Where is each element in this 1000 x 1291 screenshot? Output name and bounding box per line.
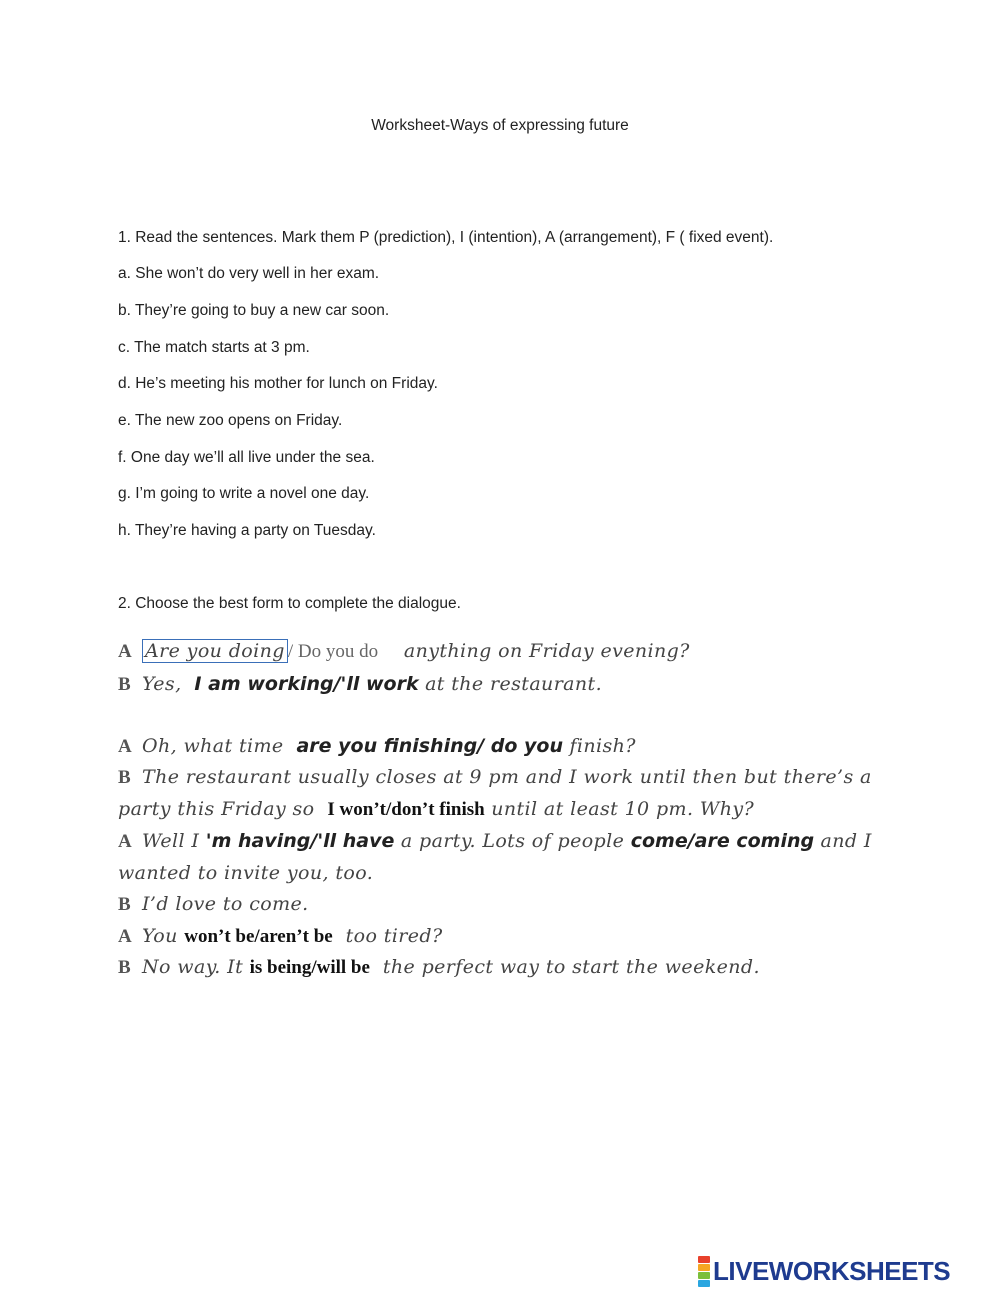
- answer-option[interactable]: are you finishing/ do you: [296, 735, 563, 757]
- speaker-label: B: [118, 957, 132, 978]
- sentence-c: c. The match starts at 3 pm.: [118, 339, 310, 356]
- exercise-2-heading: 2. Choose the best form to complete the dialogue.: [118, 595, 461, 612]
- sentence-h: h. They’re having a party on Tuesday.: [118, 522, 376, 539]
- line-text: I’d love to come.: [142, 893, 309, 915]
- answer-box-1[interactable]: Are you doing: [142, 639, 288, 663]
- line-text: a party. Lots of people: [400, 830, 625, 852]
- dialogue-line-1: [118, 639, 690, 663]
- sentence-a: a. She won’t do very well in her exam.: [118, 265, 380, 282]
- answer-option[interactable]: is being/will be: [249, 957, 370, 978]
- line-text: You: [142, 925, 178, 947]
- sentence-e: e. The new zoo opens on Friday.: [118, 412, 343, 429]
- line-text: finish?: [569, 735, 636, 757]
- dialogue-line-10: [118, 956, 760, 979]
- line-text: too tired?: [345, 925, 443, 947]
- page-title: Worksheet-Ways of expressing future: [371, 117, 629, 134]
- dialogue-line-6: [118, 830, 872, 853]
- exercise-1-heading: 1. Read the sentences. Mark them P (prediction), I (intention), A (arrangement), F ( fixed event).: [118, 229, 774, 246]
- dialogue-line-4: [118, 766, 872, 789]
- line-text: anything on Friday evening?: [403, 640, 690, 662]
- line-text: the perfect way to start the weekend.: [382, 956, 760, 978]
- speaker-label: B: [118, 767, 132, 788]
- logo-block: [698, 1264, 710, 1271]
- dialogue-line-5: [118, 798, 754, 821]
- line-text: and I: [820, 830, 872, 852]
- answer-option[interactable]: I am working/'ll work: [194, 673, 419, 695]
- sentence-f: f. One day we’ll all live under the sea.: [118, 449, 375, 466]
- speaker-label: B: [118, 674, 132, 695]
- line-text: Well I: [142, 830, 200, 852]
- answer-option[interactable]: won’t be/aren’t be: [184, 926, 333, 947]
- alternative-option: / Do you do: [287, 641, 379, 662]
- speaker-label: B: [118, 894, 132, 915]
- speaker-label: A: [118, 736, 133, 757]
- dialogue-line-7: [118, 862, 373, 884]
- logo-icon: [698, 1256, 710, 1287]
- line-text: Yes,: [142, 673, 182, 695]
- logo-block: [698, 1256, 710, 1263]
- line-text: at the restaurant.: [425, 673, 603, 695]
- answer-option[interactable]: come/are coming: [630, 830, 815, 852]
- logo-block: [698, 1272, 710, 1279]
- dialogue-line-3: [118, 735, 636, 758]
- line-text: wanted to invite you, too.: [118, 862, 374, 884]
- logo-text: LIVEWORKSHEETS: [713, 1255, 951, 1286]
- dialogue-line-9: [118, 925, 443, 948]
- answer-option[interactable]: 'm having/'ll have: [205, 830, 395, 852]
- speaker-label: A: [118, 831, 133, 852]
- speaker-label: A: [118, 641, 133, 662]
- dialogue-line-8: [118, 893, 309, 916]
- answer-option[interactable]: I won’t/don’t finish: [327, 799, 485, 820]
- sentence-d: d. He’s meeting his mother for lunch on Friday.: [118, 375, 438, 392]
- dialogue-line-2: [118, 673, 602, 696]
- sentence-g: g. I’m going to write a novel one day.: [118, 485, 370, 502]
- line-text: The restaurant usually closes at 9 pm and I work until then but there’s a: [142, 766, 872, 788]
- speaker-label: A: [118, 926, 133, 947]
- sentence-b: b. They’re going to buy a new car soon.: [118, 302, 390, 319]
- line-text: Oh, what time: [142, 735, 284, 757]
- line-text: party this Friday so: [118, 798, 315, 820]
- line-text: until at least 10 pm. Why?: [491, 798, 755, 820]
- logo-block: [698, 1280, 710, 1287]
- line-text: No way. It: [142, 956, 244, 978]
- liveworksheets-logo: [698, 1256, 950, 1286]
